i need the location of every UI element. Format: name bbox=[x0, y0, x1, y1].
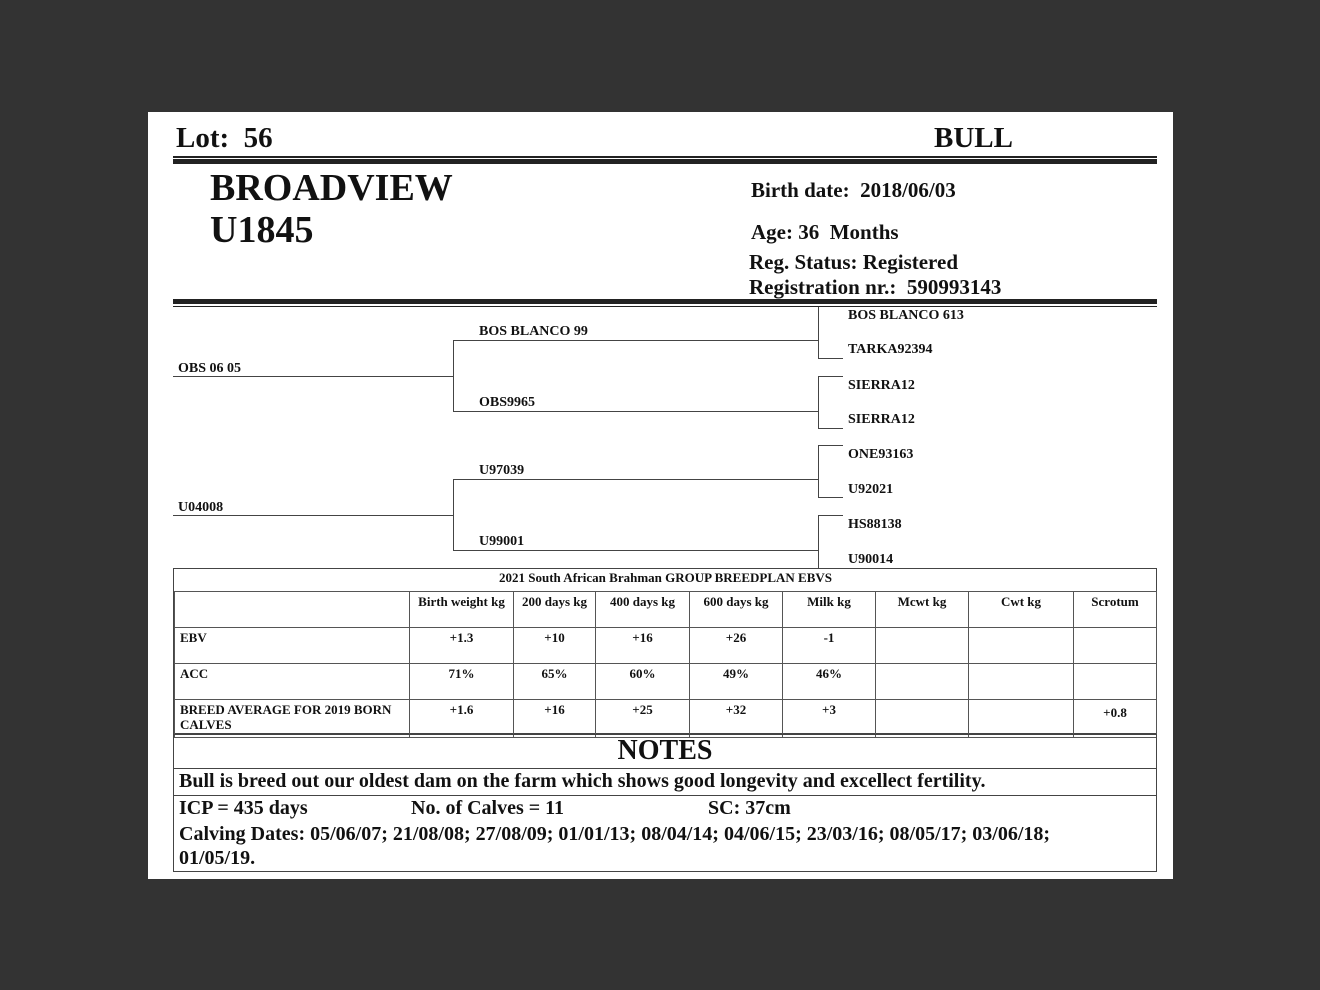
age-value: 36 bbox=[798, 220, 820, 244]
age-label: Age: bbox=[751, 220, 793, 244]
table-cell: 65% bbox=[514, 664, 596, 700]
ebv-header-birth-weight: Birth weight kg bbox=[410, 592, 514, 628]
sire-sire-bracket-foot bbox=[818, 358, 843, 359]
table-cell bbox=[876, 628, 969, 664]
header-rule-thin bbox=[173, 156, 1157, 158]
reg-status bbox=[749, 250, 958, 275]
animal-name: BROADVIEW bbox=[210, 167, 453, 209]
table-cell: +32 bbox=[690, 700, 783, 738]
sire-bracket bbox=[453, 340, 454, 411]
dam-bracket bbox=[453, 479, 454, 550]
catalogue-page bbox=[148, 112, 1173, 879]
dam-sire-connector bbox=[453, 479, 818, 480]
birth-date-value: 2018/06/03 bbox=[860, 178, 956, 202]
table-cell bbox=[876, 664, 969, 700]
dam-sire-bracket-top bbox=[818, 445, 843, 446]
header-rule-thick bbox=[173, 159, 1157, 164]
table-cell: +3 bbox=[783, 700, 876, 738]
notes-title: NOTES bbox=[617, 735, 713, 766]
ebv-header-blank bbox=[175, 592, 410, 628]
table-cell: 71% bbox=[410, 664, 514, 700]
notes-calving-dates: Calving Dates: 05/06/07; 21/08/08; 27/08/09; 01/01/13; 08/04/14; 04/06/15; 23/03/16; 08/05/17; 03/06/18; bbox=[179, 823, 1051, 845]
pedigree-dam-sire: U97039 bbox=[479, 463, 525, 478]
notes-icp: ICP = 435 days bbox=[179, 797, 308, 819]
ggp-2: TARKA92394 bbox=[848, 342, 933, 357]
dam-sire-bracket bbox=[818, 445, 819, 497]
animal-id: U1845 bbox=[210, 209, 314, 251]
notes-section bbox=[173, 734, 1157, 872]
sex-label: BULL bbox=[934, 122, 1013, 154]
details-rule-thin bbox=[173, 306, 1157, 307]
lot-label-text: Lot: bbox=[176, 122, 230, 154]
dam-connector bbox=[173, 515, 453, 516]
ggp-1: BOS BLANCO 613 bbox=[848, 308, 964, 323]
ebv-header-milk: Milk kg bbox=[783, 592, 876, 628]
ebv-caption: 2021 South African Brahman GROUP BREEDPLAN EBVS bbox=[175, 569, 1157, 592]
ggp-8: U90014 bbox=[848, 552, 894, 567]
pedigree-dam: U04008 bbox=[178, 500, 224, 515]
pedigree-dam-dam: U99001 bbox=[479, 534, 525, 549]
row-label: EBV bbox=[175, 628, 410, 664]
sire-sire-connector bbox=[453, 340, 818, 341]
details-rule-thick bbox=[173, 299, 1157, 304]
sire-connector bbox=[173, 376, 453, 377]
table-cell: -1 bbox=[783, 628, 876, 664]
table-cell bbox=[876, 700, 969, 738]
notes-sc: SC: 37cm bbox=[708, 797, 791, 819]
dam-dam-bracket-top bbox=[818, 515, 843, 516]
table-cell: +26 bbox=[690, 628, 783, 664]
dam-dam-bracket bbox=[818, 515, 819, 568]
table-cell bbox=[969, 628, 1074, 664]
ebv-row-ebv bbox=[175, 628, 1157, 664]
ggp-6: U92021 bbox=[848, 482, 894, 497]
table-cell: +10 bbox=[514, 628, 596, 664]
notes-calves: No. of Calves = 11 bbox=[411, 797, 565, 819]
table-cell bbox=[1074, 628, 1157, 664]
registration-number bbox=[749, 275, 1001, 300]
ebv-header-cwt: Cwt kg bbox=[969, 592, 1074, 628]
ggp-5: ONE93163 bbox=[848, 447, 914, 462]
age bbox=[751, 220, 899, 245]
table-cell: +25 bbox=[596, 700, 690, 738]
pedigree-sire: OBS 06 05 bbox=[178, 361, 242, 376]
table-cell: 49% bbox=[690, 664, 783, 700]
lot-number: 56 bbox=[243, 122, 273, 154]
age-unit: Months bbox=[829, 220, 899, 244]
notes-description-divider bbox=[174, 795, 1156, 796]
table-cell: 60% bbox=[596, 664, 690, 700]
ebv-header-scrotum: Scrotum bbox=[1074, 592, 1157, 628]
row-label: ACC bbox=[175, 664, 410, 700]
sire-sire-bracket bbox=[818, 307, 819, 358]
table-cell: +1.3 bbox=[410, 628, 514, 664]
pedigree-sire-sire: BOS BLANCO 99 bbox=[479, 324, 588, 339]
notes-description: Bull is breed out our oldest dam on the farm which shows good longevity and excellect fertility. bbox=[179, 770, 986, 792]
ggp-3: SIERRA12 bbox=[848, 378, 915, 393]
dam-dam-connector bbox=[453, 550, 818, 551]
ebv-row-acc bbox=[175, 664, 1157, 700]
ebv-header-600-days: 600 days kg bbox=[690, 592, 783, 628]
pedigree-sire-dam: OBS9965 bbox=[479, 395, 536, 410]
reg-status-label: Reg. Status: bbox=[749, 250, 858, 274]
ebv-header-200-days: 200 days kg bbox=[514, 592, 596, 628]
dam-sire-bracket-foot bbox=[818, 497, 843, 498]
lot-label bbox=[176, 122, 273, 155]
ggp-4: SIERRA12 bbox=[848, 412, 915, 427]
ggp-7: HS88138 bbox=[848, 517, 902, 532]
table-cell: +1.6 bbox=[410, 700, 514, 738]
table-cell bbox=[969, 664, 1074, 700]
reg-status-value: Registered bbox=[862, 250, 958, 274]
table-cell: +16 bbox=[514, 700, 596, 738]
table-cell: 46% bbox=[783, 664, 876, 700]
ebv-header-row bbox=[175, 592, 1157, 628]
ebv-header-400-days: 400 days kg bbox=[596, 592, 690, 628]
ebv-table bbox=[173, 568, 1157, 734]
birth-date bbox=[751, 178, 956, 203]
notes-calving-dates-cont: 01/05/19. bbox=[179, 847, 256, 869]
sire-dam-connector bbox=[453, 411, 818, 412]
birth-date-label: Birth date: bbox=[751, 178, 850, 202]
ebv-row-breed-average bbox=[175, 700, 1157, 738]
table-cell: +0.8 bbox=[1074, 700, 1157, 738]
registration-label: Registration nr.: bbox=[749, 275, 897, 299]
table-cell bbox=[969, 700, 1074, 738]
table-cell: +16 bbox=[596, 628, 690, 664]
ebv-header-mcwt: Mcwt kg bbox=[876, 592, 969, 628]
sire-dam-bracket-foot bbox=[818, 428, 843, 429]
table-cell bbox=[1074, 664, 1157, 700]
sire-dam-bracket bbox=[818, 376, 819, 428]
registration-value: 590993143 bbox=[906, 275, 1002, 299]
notes-title-divider bbox=[174, 768, 1156, 769]
sire-dam-bracket-top bbox=[818, 376, 843, 377]
row-label: BREED AVERAGE FOR 2019 BORN CALVES bbox=[175, 700, 410, 738]
